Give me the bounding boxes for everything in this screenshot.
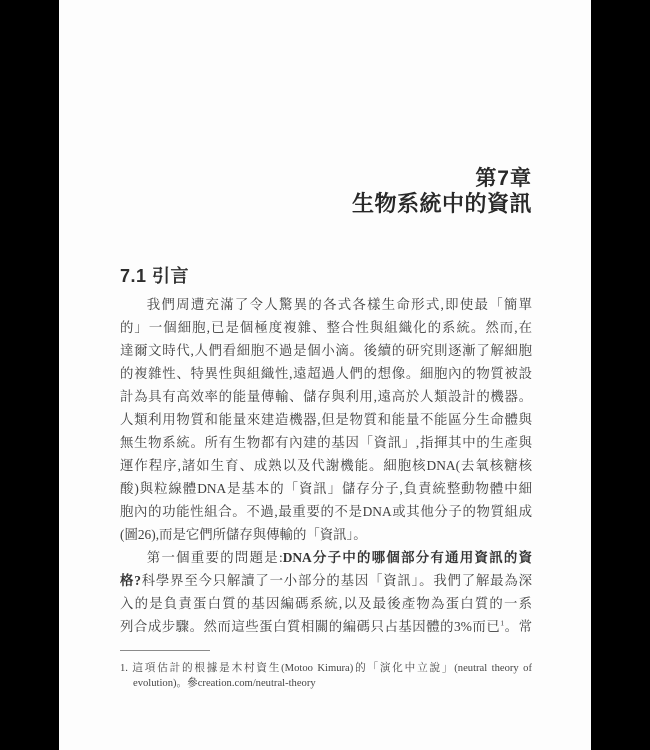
text-segment: 的複雜性、特異性與組織性,遠超過人們的想像。細胞內的物質被設	[120, 366, 532, 381]
text-line	[120, 661, 532, 676]
body-text	[120, 293, 532, 638]
text-line	[120, 339, 532, 362]
emphasized-text: 格?	[120, 573, 141, 588]
footnote-marker: 1	[500, 618, 505, 628]
footnote-rule	[120, 650, 210, 651]
text-line	[120, 362, 532, 385]
section-heading: 7.1 引言	[120, 266, 190, 286]
text-segment: (圖26),而是它們所儲存與傳輸的「資訊」。	[120, 527, 367, 542]
text-segment: 運作程序,諸如生育、成熟以及代謝機能。細胞核DNA(去氧核糖核	[120, 458, 532, 473]
text-segment: 的」一個細胞,已是個極度複雜、整合性與組織化的系統。然而,在	[120, 320, 532, 335]
chapter-number: 第7章	[475, 167, 532, 190]
text-line	[120, 546, 532, 569]
text-segment: 胞內的功能性組合。不過,最重要的不是DNA或其他分子的物質組成	[120, 504, 532, 519]
text-line	[120, 431, 532, 454]
text-line	[120, 385, 532, 408]
text-line	[120, 592, 532, 615]
text-segment: 。常	[504, 619, 532, 634]
text-segment: 計為具有高效率的能量傳輸、儲存與利用,遠高於人類設計的機器。	[120, 389, 532, 404]
text-segment: 科學界至今只解讀了一小部分的基因「資訊」。我們了解最為深	[140, 573, 532, 588]
text-line	[120, 477, 532, 500]
text-line	[120, 676, 532, 691]
text-line	[120, 500, 532, 523]
text-segment: 酸)與粒線體DNA是基本的「資訊」儲存分子,負責統整動物體中細	[120, 481, 532, 496]
text-line	[120, 408, 532, 431]
text-segment: 第一個重要的問題是:	[146, 550, 283, 565]
footnote-text	[120, 661, 532, 691]
chapter-heading	[352, 166, 532, 217]
text-line	[120, 523, 532, 546]
text-line	[120, 293, 532, 316]
text-line	[120, 615, 532, 638]
text-line	[120, 569, 532, 592]
text-segment: 無生物系統。所有生物都有內建的基因「資訊」,指揮其中的生產與	[120, 435, 532, 450]
text-segment: 列合成步驟。然而這些蛋白質相關的編碼只占基因體的3%而已	[120, 619, 501, 634]
text-segment: evolution)。參creation.com/neutral-theory	[133, 678, 316, 689]
text-segment: 入的是負責蛋白質的基因編碼系統,以及最後產物為蛋白質的一系	[120, 596, 532, 611]
emphasized-text: DNA分子中的哪個部分有通用資訊的資	[282, 550, 532, 565]
text-line	[120, 316, 532, 339]
footnote	[120, 650, 532, 691]
book-page	[59, 0, 591, 750]
text-segment: 人類利用物質和能量來建造機器,但是物質和能量不能區分生命體與	[120, 412, 532, 427]
text-segment: 我們周遭充滿了令人驚異的各式各樣生命形式,即使最「簡單	[146, 297, 532, 312]
text-segment: 1. 這項估計的根據是木村資生(Motoo Kimura)的「演化中立說」(neutral theory of	[120, 663, 532, 674]
text-segment: 達爾文時代,人們看細胞不過是個小滴。後續的研究則逐漸了解細胞	[120, 343, 532, 358]
chapter-title: 生物系統中的資訊	[351, 191, 532, 216]
text-line	[120, 454, 532, 477]
